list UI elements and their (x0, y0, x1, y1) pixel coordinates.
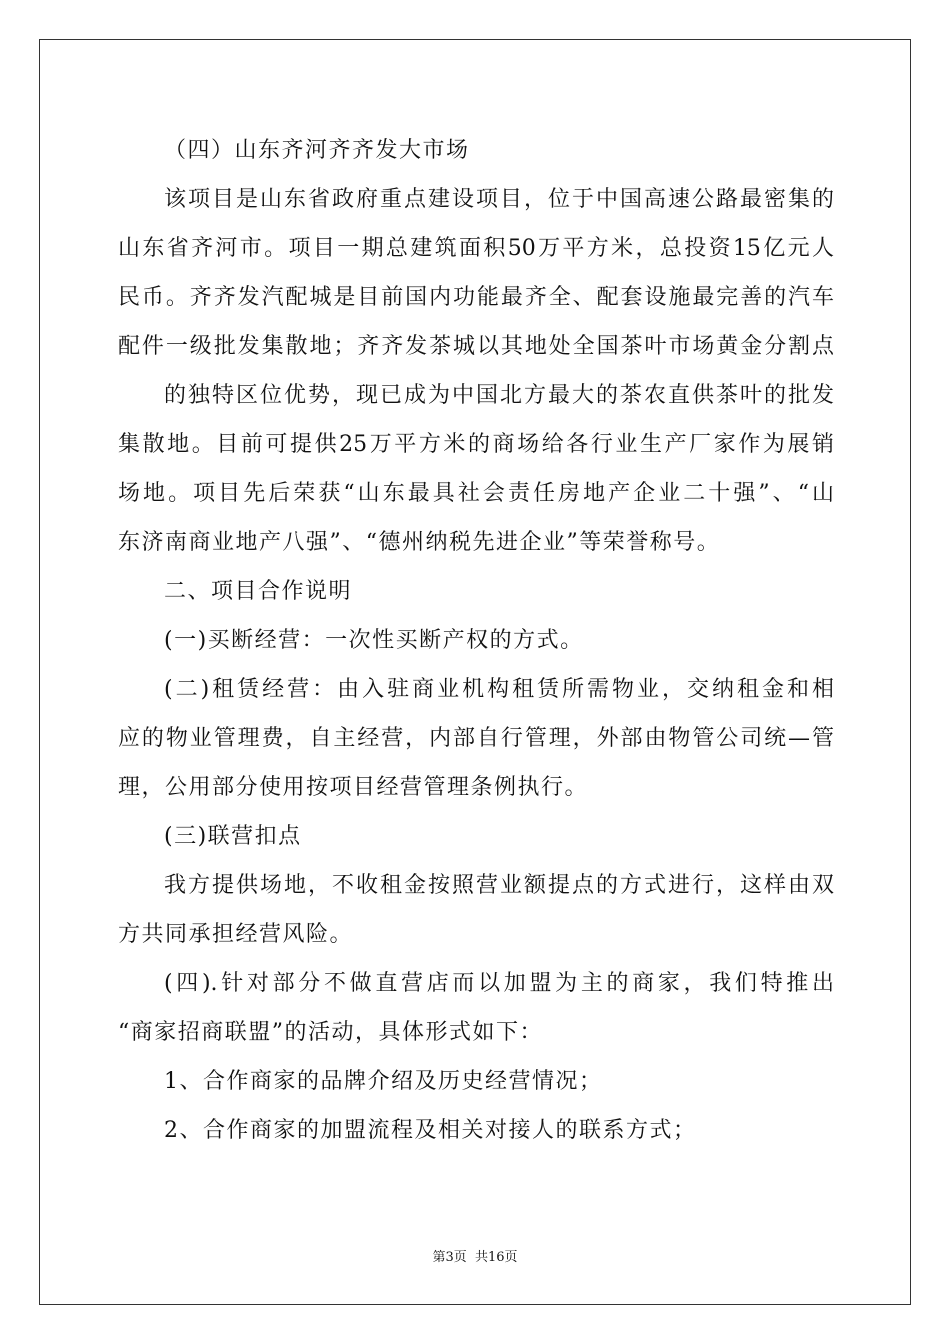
paragraph-line: 集散地。目前可提供25万平方米的商场给各行业生产厂家作为展销 (118, 432, 834, 457)
paragraph-line: 理，公用部分使用按项目经营管理条例执行。 (118, 775, 589, 800)
paragraph-line: (四).针对部分不做直营店而以加盟为主的商家，我们特推出 (164, 971, 834, 996)
document-body (118, 126, 834, 1155)
paragraph-line: 东济南商业地产八强”、“德州纳税先进企业”等荣誉称号。 (118, 530, 721, 555)
paragraph-line: (一)买断经营：一次性买断产权的方式。 (164, 628, 584, 653)
page-footer (0, 1246, 950, 1265)
paragraph-line: 该项目是山东省政府重点建设项目，位于中国高速公路最密集的 (164, 187, 834, 212)
list-item: 2、合作商家的加盟流程及相关对接人的联系方式； (164, 1118, 697, 1143)
paragraph-line: 场地。项目先后荣获“山东最具社会责任房地产企业二十强”、“山 (118, 481, 834, 506)
section-heading: （四）山东齐河齐齐发大市场 (164, 138, 470, 163)
paragraph-line: (二)租赁经营：由入驻商业机构租赁所需物业，交纳租金和相 (164, 677, 834, 702)
paragraph-line: 方共同承担经营风险。 (118, 922, 354, 947)
paragraph-line: “商家招商联盟”的活动，具体形式如下： (118, 1020, 543, 1045)
paragraph-line: 民币。齐齐发汽配城是目前国内功能最齐全、配套设施最完善的汽车 (118, 285, 834, 310)
section-heading: 二、项目合作说明 (164, 579, 353, 604)
paragraph-line: 我方提供场地，不收租金按照营业额提点的方式进行，这样由双 (164, 873, 834, 898)
page-total: 共16页 (474, 1250, 518, 1265)
paragraph-line: 山东省齐河市。项目一期总建筑面积50万平方米，总投资15亿元人 (118, 236, 834, 261)
paragraph-line: 配件一级批发集散地；齐齐发茶城以其地处全国茶叶市场黄金分割点 (118, 334, 834, 359)
paragraph-line: 应的物业管理费，自主经营，内部自行管理，外部由物管公司统—管 (118, 726, 834, 751)
section-heading: (三)联营扣点 (164, 824, 302, 849)
list-item: 1、合作商家的品牌介绍及历史经营情况； (164, 1069, 603, 1094)
page-number: 第3页 (432, 1250, 467, 1265)
paragraph-line: 的独特区位优势，现已成为中国北方最大的茶农直供茶叶的批发 (164, 383, 834, 408)
